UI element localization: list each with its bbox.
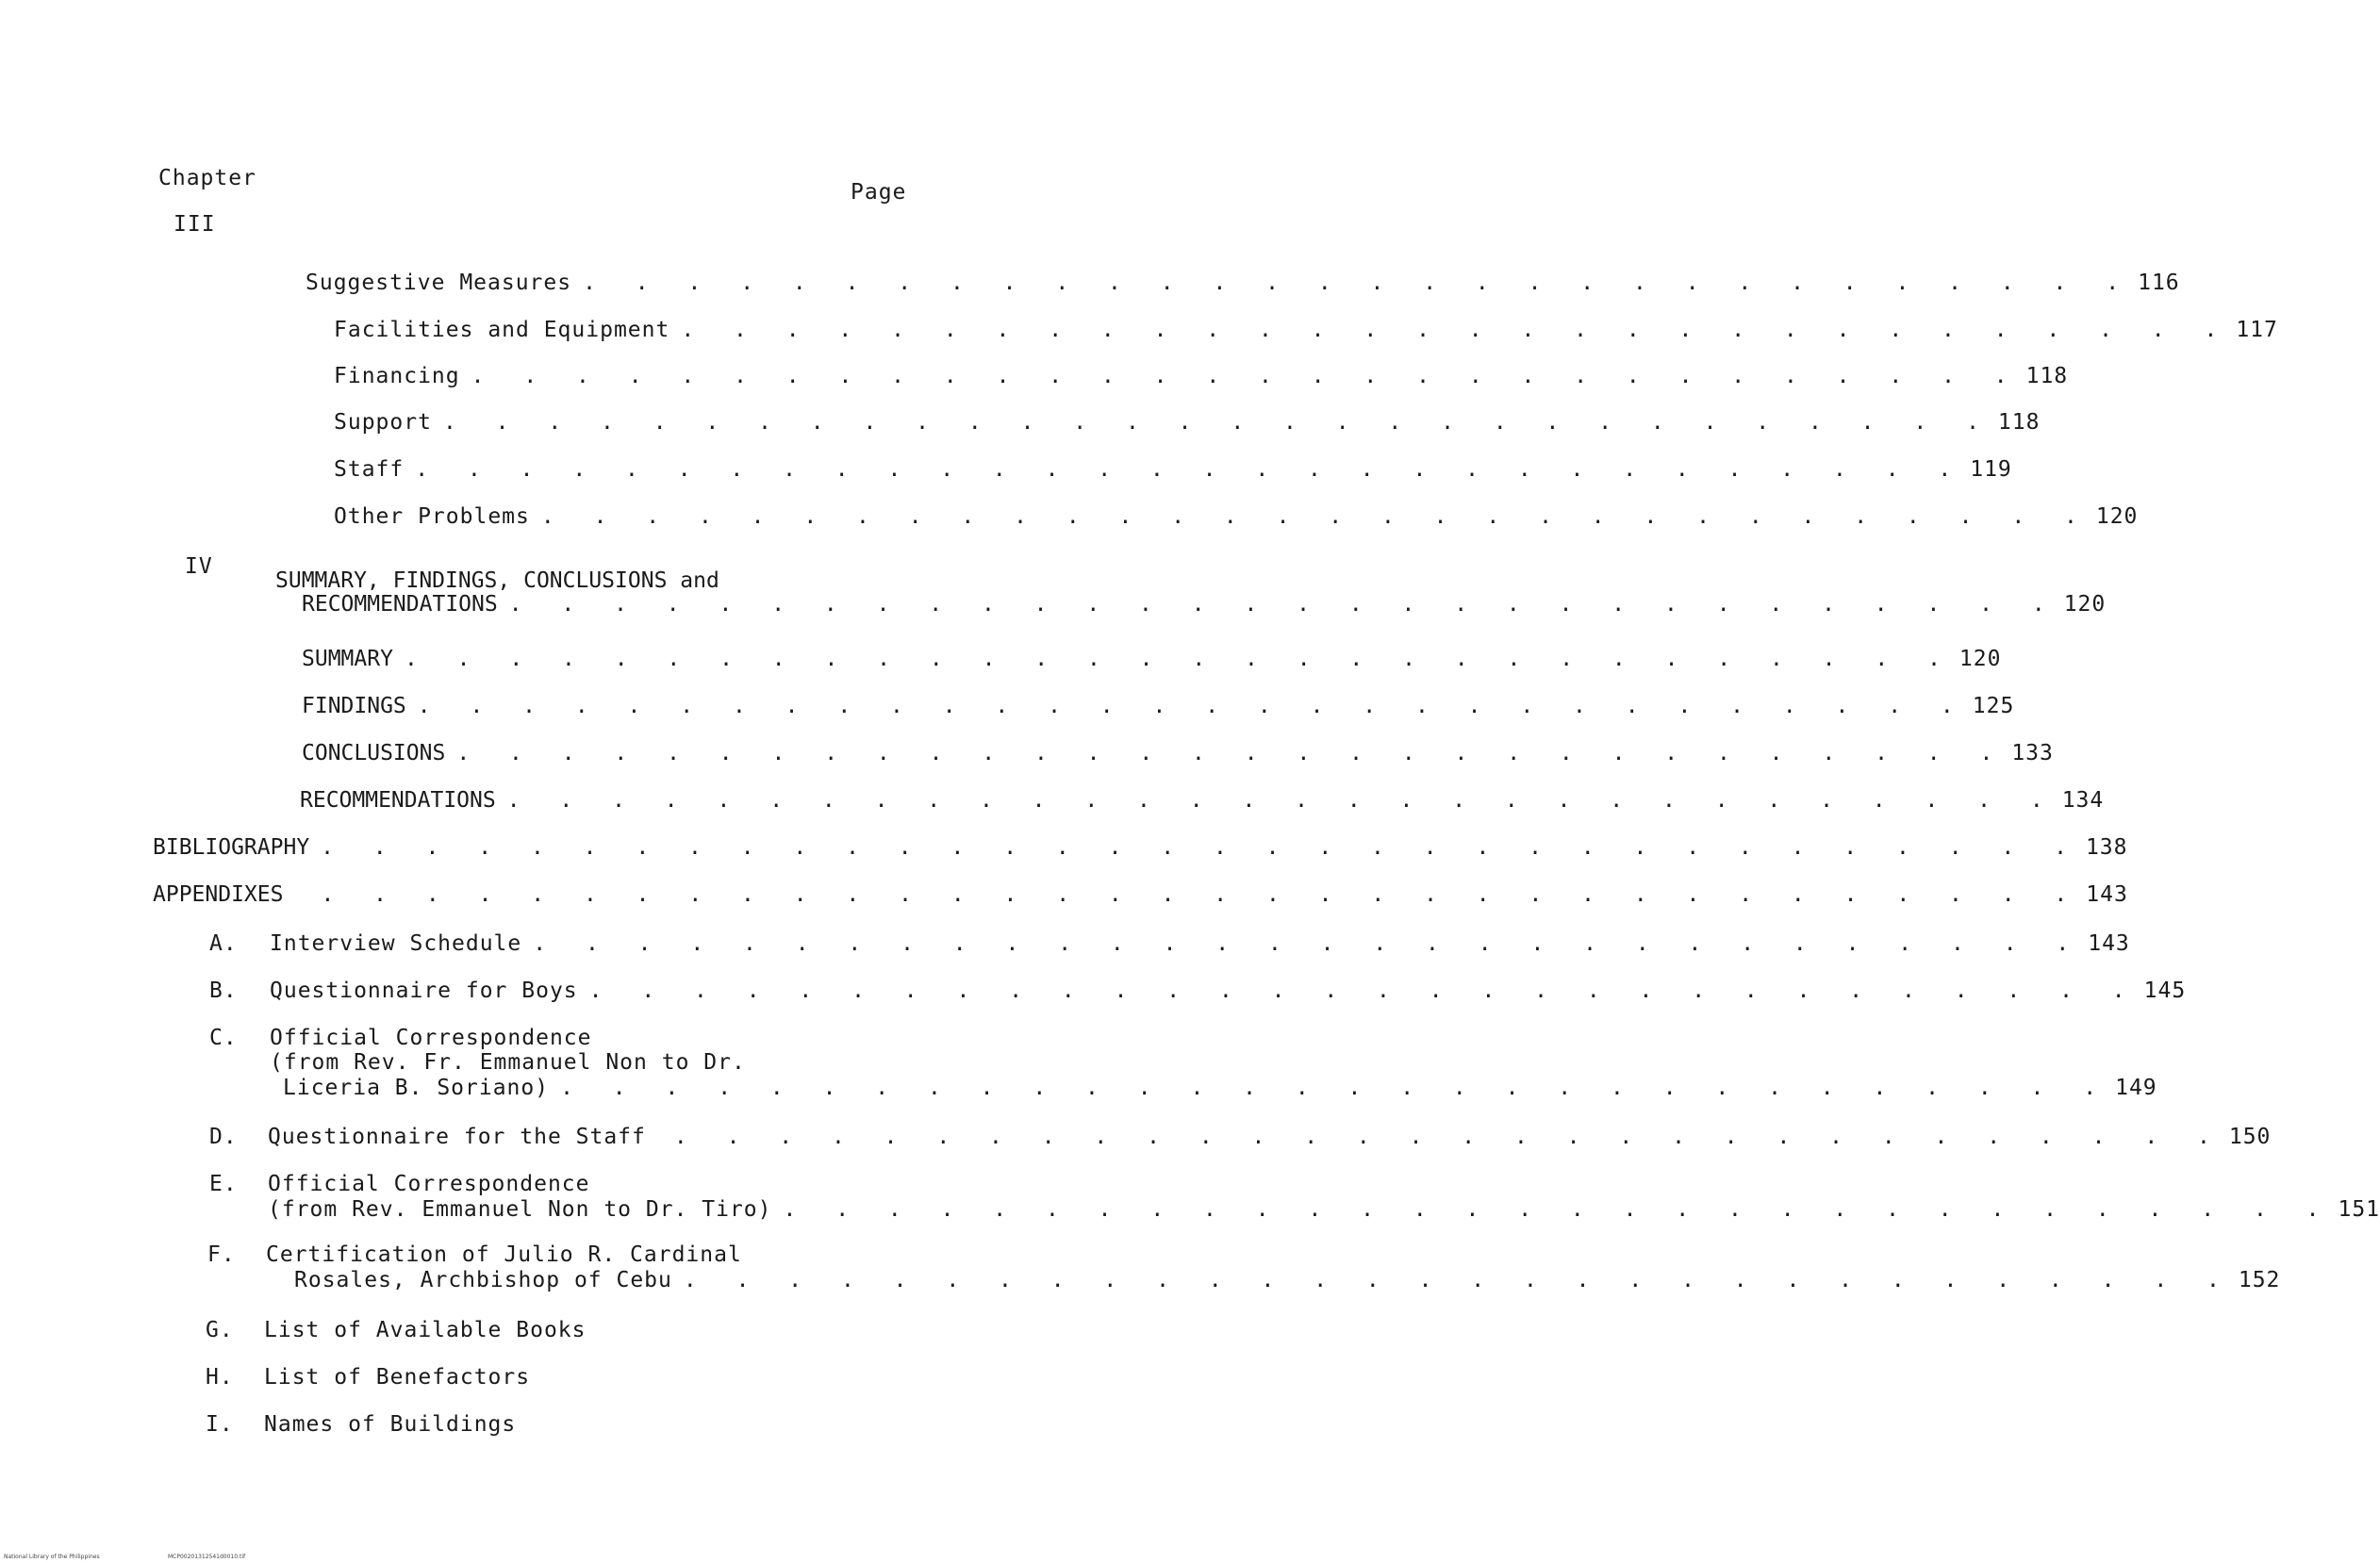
toc-entry-page: 133 (2011, 741, 2054, 765)
appendix-f-line1: Certification of Julio R. Cardinal (266, 1242, 742, 1267)
toc-entry-label: Staff (334, 457, 405, 482)
toc-entry-page: 152 (2238, 1268, 2281, 1292)
toc-entry-page: 138 (2085, 835, 2128, 860)
leader-dots: . . . . . . . . . . . . . . . . . . . . . . . . . . . . . . (783, 1197, 2333, 1222)
toc-entry-label: CONCLUSIONS (302, 741, 446, 765)
toc-entry-page: 143 (2088, 931, 2130, 956)
chapter-iv-title-line2: RECOMMENDATIONS (302, 592, 498, 617)
toc-entry-label: Questionnaire for the Staff (268, 1125, 646, 1149)
appendix-c-line1: Official Correspondence (270, 1026, 592, 1050)
appendix-f-entry (294, 1268, 2281, 1292)
toc-entry-label: RECOMMENDATIONS (300, 788, 496, 813)
page-column-label: Page (851, 180, 907, 205)
toc-entry-bibliography (153, 835, 2128, 860)
toc-entry-recommendations (300, 788, 2105, 813)
leader-dots: . . . . . . . . . . . . . . . . . . . . . . . . . . . . . . (588, 979, 2139, 1003)
chapter-iv-title-line1: SUMMARY, FINDINGS, CONCLUSIONS and (275, 568, 719, 593)
leader-dots: . . . . . . . . . . . . . . . . . . . . . . . . . . . . . . (404, 647, 1954, 671)
appendix-i-label: Names of Buildings (264, 1412, 517, 1437)
toc-entry-label: Other Problems (334, 504, 530, 529)
appendix-a-entry (270, 931, 2130, 956)
leader-dots: . . . . . . . . . . . . . . . . . . . . . . . . . . . . . . (417, 694, 1967, 718)
toc-entry-label: Suggestive Measures (306, 271, 572, 295)
toc-entry-conclusions (302, 741, 2054, 765)
leader-dots: . . . . . . . . . . . . . . . . . . . . . . . . . . . . . . (442, 410, 1992, 435)
leader-dots: . . . . . . . . . . . . . . . . . . . . . . . . . . . . . . (583, 271, 2133, 295)
leader-dots: . . . . . . . . . . . . . . . . . . . . . . . . . . . . . . (540, 504, 2091, 529)
appendix-i-letter: I. (206, 1412, 234, 1437)
toc-entry-page: 120 (2063, 592, 2107, 617)
toc-entry-label: Interview Schedule (270, 931, 522, 956)
toc-entry-page: 120 (1959, 647, 2002, 671)
leader-dots: . . . . . . . . . . . . . . . . . . . . . . . . . . . . . . (681, 318, 2231, 342)
leader-dots: . . . . . . . . . . . . . . . . . . . . . . . . . . . . . . (560, 1076, 2110, 1100)
footer-library-name: National Library of the Philippines (4, 1554, 100, 1560)
appendix-h-label: List of Benefactors (264, 1365, 531, 1390)
appendix-g-letter: G. (206, 1318, 234, 1342)
leader-dots: . . . . . . . . . . . . . . . . . . . . . . . . . . . . . . (533, 931, 2083, 956)
appendix-g-label: List of Available Books (264, 1318, 587, 1342)
leader-dots: . . . . . . . . . . . . . . . . . . . . . . . . . . . . . . . . . . (321, 835, 2080, 860)
toc-entry-support (334, 410, 2041, 435)
leader-dots: . . . . . . . . . . . . . . . . . . . . . . . . . . . . . . (415, 457, 1965, 482)
appendix-a-letter: A. (209, 931, 238, 956)
toc-entry-label: SUMMARY (302, 647, 393, 671)
toc-entry-page: 117 (2236, 318, 2278, 342)
toc-entry-page: 149 (2115, 1076, 2157, 1100)
appendix-d-entry (268, 1125, 2272, 1149)
chapter-iv-numeral: IV (185, 554, 213, 579)
toc-entry-label: Support (334, 410, 432, 435)
appendix-b-entry (270, 979, 2187, 1003)
appendix-e-letter: E. (209, 1172, 238, 1196)
toc-entry-page: 134 (2061, 788, 2105, 813)
toc-entry-other-problems (334, 504, 2139, 529)
toc-entry-page: 150 (2228, 1125, 2272, 1149)
appendix-c-line2: (from Rev. Fr. Emmanuel Non to Dr. (270, 1050, 746, 1075)
toc-entry-label: Rosales, Archbishop of Cebu (294, 1268, 672, 1292)
leader-dots: . . . . . . . . . . . . . . . . . . . . . . . . . . . . . . . . . . (321, 882, 2081, 907)
leader-dots: . . . . . . . . . . . . . . . . . . . . . . . . . . . . . . (456, 741, 2007, 765)
toc-entry-facilities (334, 318, 2278, 342)
appendix-f-letter: F. (207, 1242, 236, 1267)
toc-entry-staff (334, 457, 2012, 482)
appendix-b-letter: B. (209, 979, 238, 1003)
toc-entry-findings (302, 694, 2015, 718)
footer-file-code: MCP00201312541d0010.tif (168, 1554, 246, 1560)
toc-entry-label: APPENDIXES (153, 882, 284, 907)
leader-dots: . . . . . . . . . . . . . . . . . . . . . . . . . . . . . . (471, 364, 2021, 388)
toc-entry-chapter-iv-title (302, 592, 2107, 617)
toc-entry-page: 119 (1970, 457, 2012, 482)
appendix-h-letter: H. (206, 1365, 234, 1390)
appendix-c-entry (283, 1076, 2157, 1100)
chapter-iii-numeral: III (174, 212, 216, 237)
chapter-column-label: Chapter (158, 166, 256, 190)
toc-entry-label: BIBLIOGRAPHY (153, 835, 310, 860)
toc-entry-page: 151 (2338, 1197, 2380, 1222)
toc-entry-label: Questionnaire for Boys (270, 979, 578, 1003)
toc-entry-label: (from Rev. Emmanuel Non to Dr. Tiro) (268, 1197, 772, 1222)
toc-entry-page: 145 (2143, 979, 2187, 1003)
appendix-d-letter: D. (209, 1125, 238, 1149)
toc-entry-financing (334, 364, 2069, 388)
leader-dots: . . . . . . . . . . . . . . . . . . . . . . . . . . . . . . (673, 1125, 2223, 1149)
toc-entry-label: Facilities and Equipment (334, 318, 670, 342)
toc-entry-appendixes (153, 882, 2128, 907)
toc-entry-label: Liceria B. Soriano) (283, 1076, 550, 1100)
appendix-c-letter: C. (209, 1026, 238, 1050)
leader-dots: . . . . . . . . . . . . . . . . . . . . . . . . . . . . . . (683, 1268, 2233, 1292)
toc-entry-page: 118 (1997, 410, 2041, 435)
appendix-e-entry (268, 1197, 2380, 1222)
toc-entry-suggestive-measures (306, 271, 2180, 295)
toc-entry-page: 116 (2138, 271, 2180, 295)
toc-entry-label: Financing (334, 364, 460, 388)
toc-entry-page: 125 (1972, 694, 2015, 718)
toc-entry-summary (302, 647, 2002, 671)
leader-dots: . . . . . . . . . . . . . . . . . . . . . . . . . . . . . . (506, 788, 2057, 813)
appendix-e-line1: Official Correspondence (268, 1172, 590, 1196)
toc-entry-page: 143 (2086, 882, 2128, 907)
toc-entry-page: 120 (2095, 504, 2139, 529)
leader-dots: . . . . . . . . . . . . . . . . . . . . . . . . . . . . . . (508, 592, 2058, 617)
toc-entry-label: FINDINGS (302, 694, 406, 718)
toc-entry-page: 118 (2025, 364, 2069, 388)
